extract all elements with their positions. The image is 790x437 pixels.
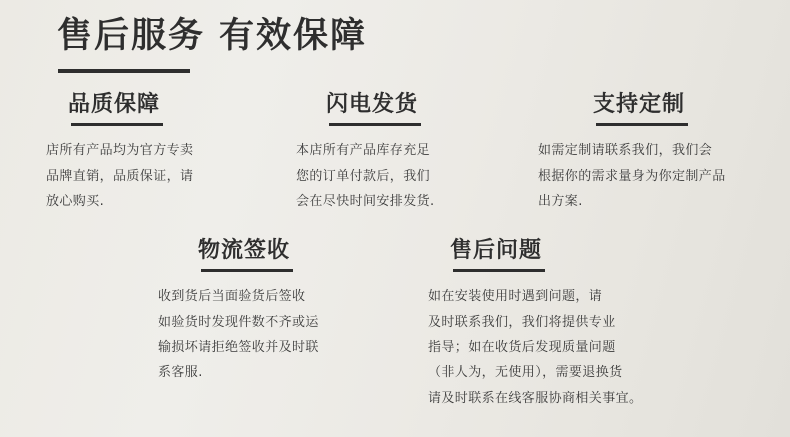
section-after-sales-issues <box>420 238 650 411</box>
section-customization-title-underline <box>596 123 688 126</box>
section-quality-line-3: 放心购买. <box>46 194 105 210</box>
section-shipping-title-underline <box>329 123 421 126</box>
section-quality-line-2: 品牌直销，品质保证，请 <box>46 168 194 184</box>
page-title <box>57 16 367 56</box>
section-after-sales-issues-line-5: 请及时联系在线客服协商相关事宜。 <box>428 390 643 406</box>
section-quality-line-1: 店所有产品均为官方专卖 <box>46 143 194 159</box>
section-logistics-line-3: 输损坏请拒绝签收并及时联 <box>158 340 319 356</box>
section-customization-title: 支持定制 <box>593 92 686 117</box>
section-after-sales-issues-title-underline <box>453 269 545 272</box>
section-logistics <box>150 238 360 386</box>
page-title-underline <box>58 69 190 73</box>
section-shipping-body <box>296 138 486 214</box>
section-shipping-title: 闪电发货 <box>326 92 419 117</box>
section-logistics-title-underline <box>201 269 293 272</box>
section-logistics-line-4: 系客服. <box>158 365 203 381</box>
section-shipping-line-2: 您的订单付款后，我们 <box>296 168 431 184</box>
section-after-sales-issues-body <box>420 284 650 411</box>
section-after-sales-issues-line-1: 如在安装使用时遇到问题，请 <box>428 289 603 305</box>
section-logistics-line-1: 收到货后当面验货后签收 <box>158 289 306 305</box>
section-after-sales-issues-title: 售后问题 <box>450 238 543 263</box>
section-logistics-title: 物流签收 <box>198 238 291 263</box>
section-shipping-line-3: 会在尽快时间安排发货. <box>296 194 435 210</box>
section-quality-title: 品质保障 <box>68 92 161 117</box>
section-after-sales-issues-line-3: 指导；如在收货后发现质量问题 <box>428 340 616 356</box>
page-title-part-1: 售后服务 <box>57 16 206 56</box>
section-customization-line-2: 根据你的需求量身为你定制产品 <box>538 168 726 184</box>
section-quality-body <box>46 138 246 214</box>
section-after-sales-issues-line-4: （非人为，无使用），需要退换货 <box>428 365 623 381</box>
page-title-text <box>57 16 367 56</box>
section-customization <box>538 92 748 214</box>
page-title-part-2: 有效保障 <box>219 16 368 56</box>
section-shipping-line-1: 本店所有产品库存充足 <box>296 143 431 159</box>
section-customization-body <box>538 138 748 214</box>
section-logistics-line-2: 如验货时发现件数不齐或运 <box>158 314 319 330</box>
section-customization-line-1: 如需定制请联系我们，我们会 <box>538 143 713 159</box>
section-after-sales-issues-line-2: 及时联系我们，我们将提供专业 <box>428 314 616 330</box>
section-logistics-body <box>150 284 360 385</box>
section-customization-line-3: 出方案. <box>538 194 583 210</box>
section-shipping <box>296 92 486 214</box>
section-quality <box>46 92 246 214</box>
section-quality-title-underline <box>71 123 163 126</box>
